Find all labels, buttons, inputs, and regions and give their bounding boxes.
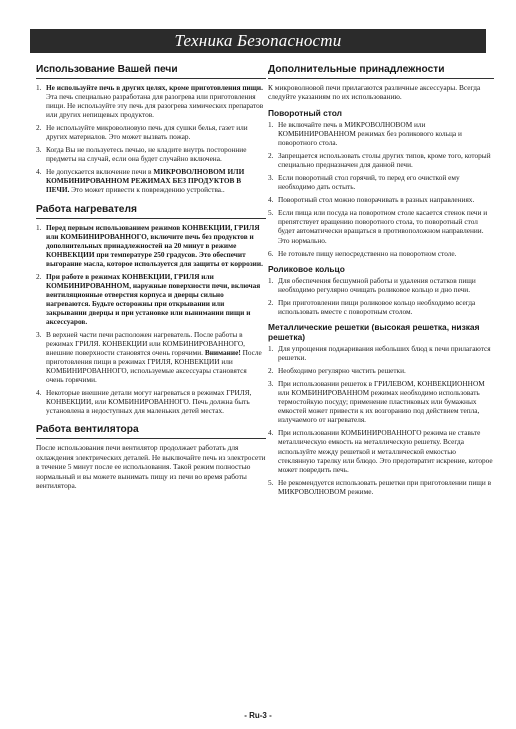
list-item: 3. В верхней части печи расположен нагреватель. После работы в режимах ГРИЛЯ. КОНВЕКЦИИ или КОМБИНИРОВАННОГО, внешние поверхности становятся очень горячими. Внимание! После приготовления пищи в режимах ГРИЛЯ, КОНВЕКЦИИ или КОМБИНИРОВАННОГО, используемые аксессуары становятся очень горячими.: [36, 330, 262, 385]
list-item: 1. Для обеспечения бесшумной работы и удаления остатков пищи необходимо регулярно очищать роликовое кольцо и дно печи.: [268, 275, 476, 294]
list-item: 3. Если поворотный стол горячий, то перед его очисткой ему необходимо дать остыть.: [268, 173, 460, 192]
section-heading-usage: Использование Вашей печи: [36, 64, 266, 79]
accessories-intro: К микроволновой печи прилагаются различные аксессуары. Всегда следуйте указаниям по их использованию.: [268, 83, 481, 102]
page-number: - Ru-3 -: [244, 711, 272, 720]
page-title: Техника Безопасности: [174, 31, 342, 50]
list-item: 2. Запрещается использовать столы других типов, кроме того, который специально предназначен для данной печи.: [268, 151, 491, 170]
list-item: 2. При приготовлении пищи роликовое кольцо необходимо всегда использовать вместе с поворотным столом.: [268, 297, 476, 316]
list-item: 4. Не допускается включение печи в МИКРОВОЛНОВОМ ИЛИ КОМБИНИРОВАННОМ РЕЖИМАХ БЕЗ ПРОДУКТОВ В ПЕЧИ. Это может привести к повреждению устройства..: [36, 167, 245, 195]
list-item: 4. Поворотный стол можно поворачивать в разных направлениях.: [268, 195, 475, 205]
list-item: 4. Некоторые внешние детали могут нагреваться в режимах ГРИЛЯ, КОНВЕКЦИИ, или КОМБИНИРОВАННОГО. Печь должна быть установлена в недоступных для маленьких детей местах.: [36, 388, 252, 416]
title-banner: [30, 29, 486, 53]
subheading-roller-ring: Роликовое кольцо: [268, 263, 345, 274]
turntable-list: [268, 120, 494, 258]
roller-ring-list: [268, 276, 494, 316]
section-heading-fan: Работа вентилятора: [36, 424, 266, 439]
usage-list: [36, 83, 266, 195]
section-heading-accessories: Дополнительные принадлежности: [268, 64, 494, 79]
list-item: 3. Когда Вы не пользуетесь печью, не кладите внутрь посторонние предметы на случай, если она будет случайно включена.: [36, 145, 247, 164]
fan-paragraph: После использования печи вентилятор продолжает работать для охлаждения электрических деталей. Не выключайте печь из электросети в течение 5 минут после ее использования. Такой режим полностью нормальный и вы можете вынимать пищу из печи во время работы вентилятора.: [36, 443, 266, 491]
list-item: 1. Не используйте печь в других целях, кроме приготовления пищи. Эта печь специально разработана для разогрева или приготовления пищи. Не используйте эту печь для разогрева химических препаратов или других непищевых продуктов.: [36, 83, 264, 120]
list-item: 6. Не готовьте пищу непосредственно на поворотном столе.: [268, 248, 457, 258]
list-item: 4. При использовании КОМБИНИРОВАННОГО режима не ставьте металлическую емкость на металлическую решетку. Всегда используйте между решеткой и металлической емкостью стеклянную тарелку или блюдо. Это предотвратит искрение, которое может повредить печь.: [268, 428, 493, 474]
left-column: [36, 64, 266, 495]
right-column: [268, 64, 494, 500]
list-item: 1. Для упрощения поджаривания небольших блюд к печи прилагаются решетки.: [268, 344, 491, 363]
list-item: 1. Перед первым использованием режимов КОНВЕКЦИИ, ГРИЛЯ или КОМБИНИРОВАННОГО, включите печь без продуктов и дополнительных принадлежностей на 20 минут в режиме КОНВЕКЦИИ при температуре 250 градусов. Это обеспечит выгорание масла, которое используется для защиты от коррозии.: [36, 222, 263, 268]
heater-list: [36, 223, 266, 416]
list-item: 2. При работе в режимах КОНВЕКЦИИ, ГРИЛЯ или КОМБИНИРОВАННОМ, наружные поверхности печи, включая вентиляционные отверстия корпуса и дверцы сильно нагреваются. Будьте осторожны при открывании или закрывании дверцы и при установке или вынимании пищи и аксессуаров.: [36, 271, 261, 326]
list-item: 5. Если пища или посуда на поворотном столе касается стенок печи и препятствует вращению поворотного стола, то поворотный стол будет автоматически вращаться в противоположном направлении. Это нормально.: [268, 208, 488, 245]
list-item: 1. Не включайте печь в МИКРОВОЛНОВОМ или КОМБИНИРОВАННОМ режимах без роликового кольца и поворотного стола.: [268, 120, 462, 148]
subheading-metal-racks: Металлические решетки (высокая решетка, низкая решетка): [268, 321, 480, 342]
subheading-turntable: Поворотный стол: [268, 107, 342, 118]
list-item: 3. При использовании решеток в ГРИЛЕВОМ, КОНВЕКЦИОННОМ или КОМБИНИРОВАННОМ режимах необходимо использовать термостойкую посуду; применение пластиковых или бумажных емкостей может привести к их возгоранию под действием тепла, излучаемого от нагревателя.: [268, 379, 485, 425]
metal-racks-list: [268, 344, 494, 496]
list-item: 2. Необходимо регулярно чистить решетки.: [268, 366, 406, 376]
section-heading-heater: Работа нагревателя: [36, 204, 266, 219]
list-item: 5. Не рекомендуется использовать решетки при приготовлении пищи в МИКРОВОЛНОВОМ режиме.: [268, 477, 492, 496]
list-item: 2. Не используйте микроволновую печь для сушки белья, газет или других материалов. Это может вызвать пожар.: [36, 123, 248, 142]
